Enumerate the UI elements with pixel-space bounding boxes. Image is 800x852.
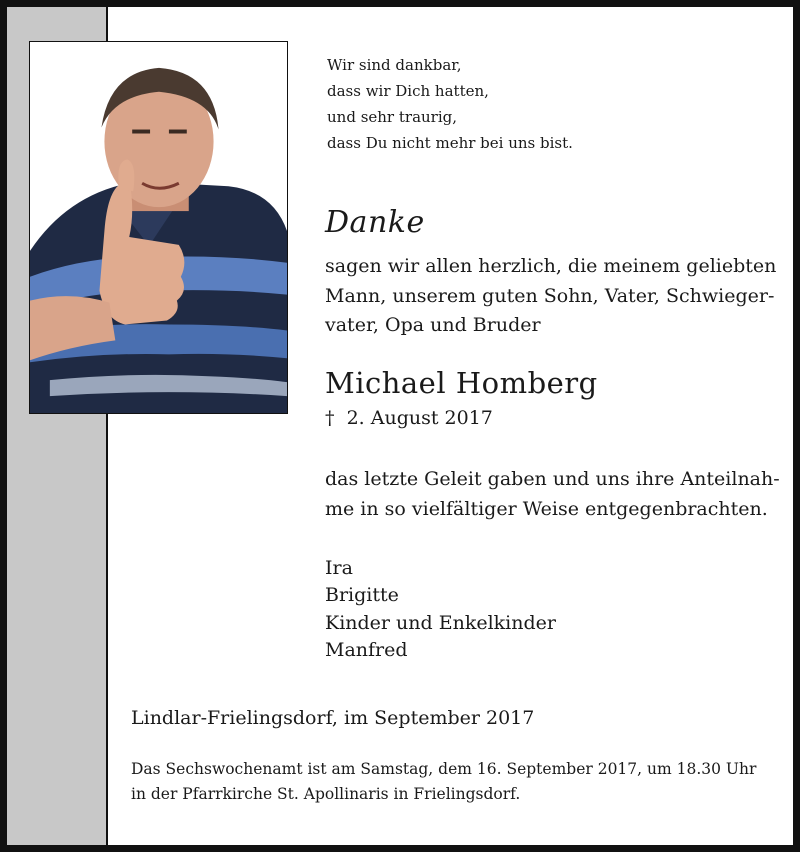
family-member: Ira [325, 557, 353, 579]
family-member: Manfred [325, 638, 408, 661]
intro-paragraph [325, 252, 777, 341]
closing-paragraph [325, 465, 780, 524]
poem-line: dass Du nicht mehr bei uns bist. [327, 134, 573, 152]
death-info [325, 407, 493, 429]
heading-danke: Danke [325, 205, 425, 240]
portrait-image [30, 42, 287, 413]
poem-line: dass wir Dich hatten, [327, 82, 489, 100]
intro-line: vater, Opa und Bruder [325, 314, 541, 336]
family-member: Kinder und Enkelkinder [325, 611, 556, 634]
intro-line: sagen wir allen herzlich, die meinem geliebten [325, 255, 777, 277]
family-signatures [325, 555, 556, 664]
place-date: Lindlar-Frielingsdorf, im September 2017 [131, 707, 535, 729]
death-date: 2. August 2017 [346, 407, 493, 429]
poem-line: Wir sind dankbar, [327, 56, 462, 74]
poem-line: und sehr traurig, [327, 108, 458, 126]
service-note [131, 757, 781, 807]
closing-line: das letzte Geleit gaben und uns ihre Anteilnah- [325, 468, 780, 490]
intro-line: Mann, unserem guten Sohn, Vater, Schwieger- [325, 284, 775, 307]
service-note-line: Das Sechswochenamt ist am Samstag, dem 16. September 2017, um 18.30 Uhr [131, 760, 757, 778]
service-note-line: in der Pfarrkirche St. Apollinaris in Frielingsdorf. [131, 785, 521, 803]
closing-line: me in so vielfältiger Weise entgegenbrachten. [325, 497, 768, 520]
family-member: Brigitte [325, 584, 399, 607]
deceased-name: Michael Homberg [325, 366, 598, 400]
portrait-photo [29, 41, 288, 414]
poem-verse [327, 52, 573, 156]
cross-icon: † [325, 407, 335, 429]
